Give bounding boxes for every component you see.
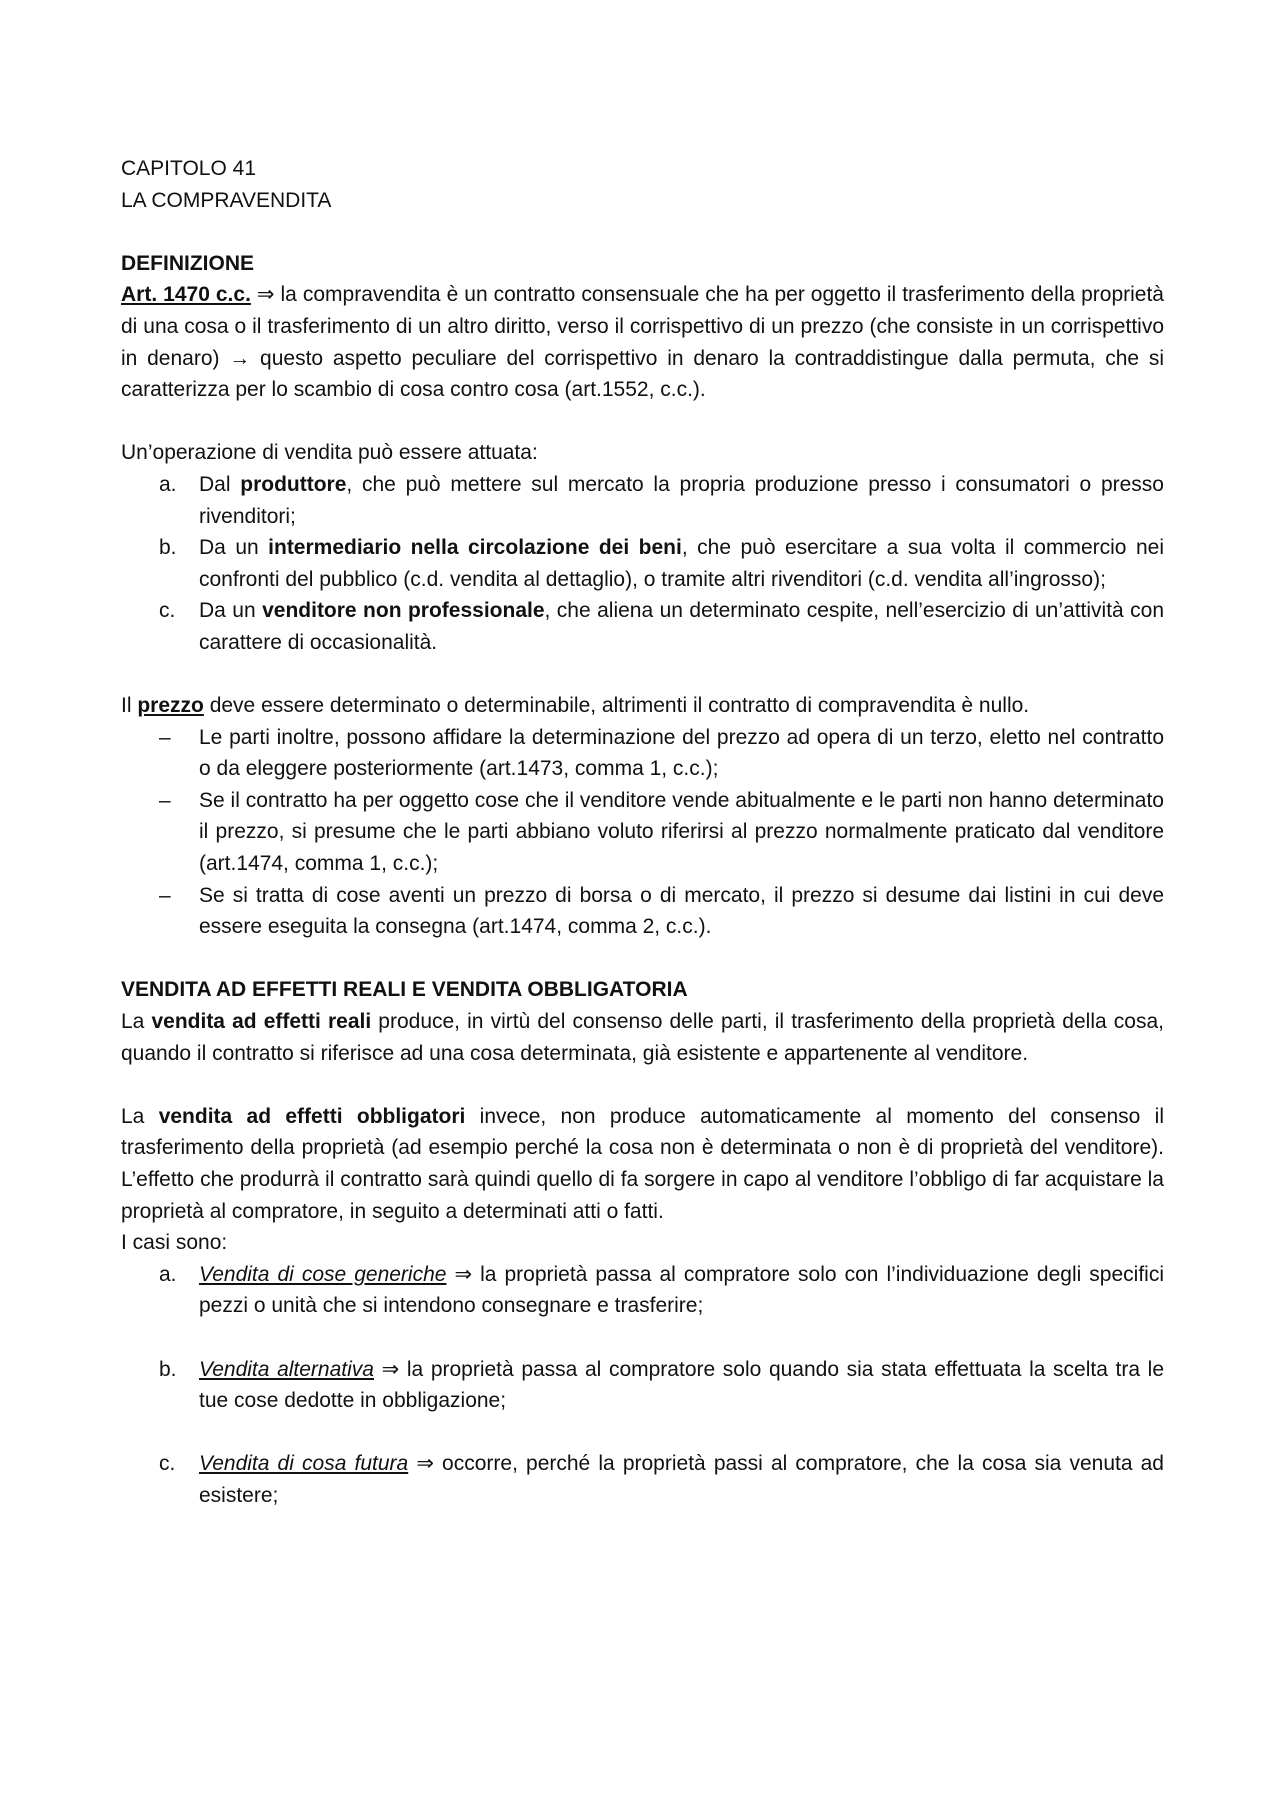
section-heading-effetti: VENDITA AD EFFETTI REALI E VENDITA OBBLIGATORIA — [121, 978, 688, 1002]
dash-bullet-icon: – — [159, 788, 171, 812]
dash-bullet-icon: – — [159, 883, 171, 907]
right-arrow-icon: → — [229, 346, 251, 370]
implies-arrow-icon: ⇒ — [381, 1357, 400, 1381]
list-item: a. Vendita di cose generiche ⇒ la proprietà passa al compratore solo con l’individuazione degli specifici pezzi o unità che si intendono consegnare e trasferire; — [159, 1262, 1164, 1318]
operazione-list — [121, 469, 1164, 659]
list-item: – Le parti inoltre, possono affidare la determinazione del prezzo ad opera di un terzo, eletto nel contratto o da eleggere posteriormente (art.1473, comma 1, c.c.); — [121, 722, 1164, 785]
casi-list — [121, 1259, 1164, 1512]
operazione-intro: Un’operazione di vendita può essere attuata: — [121, 441, 538, 465]
document-body — [121, 153, 1164, 1512]
effetti-reali-paragraph: La vendita ad effetti reali produce, in virtù del consenso delle parti, il trasferimento della proprietà della cosa, quando il contratto si riferisce ad una cosa determinata, già esistente e appartenente al venditore. — [121, 1010, 1164, 1065]
implies-arrow-icon: ⇒ — [256, 283, 275, 307]
prezzo-paragraph: Il prezzo deve essere determinato o determinabile, altrimenti il contratto di compravendita è nullo. — [121, 694, 1030, 718]
implies-arrow-icon: ⇒ — [454, 1262, 473, 1286]
list-item: b. Da un intermediario nella circolazione dei beni, che può esercitare a sua volta il commercio nei confronti del pubblico (c.d. vendita al dettaglio), o tramite altri rivenditori (c.d. vendita all’ingrosso); — [159, 536, 1164, 591]
article-reference: Art. 1470 c.c. — [121, 283, 251, 307]
implies-arrow-icon: ⇒ — [416, 1452, 434, 1476]
list-item: a. Dal produttore, che può mettere sul mercato la propria produzione presso i consumatori o presso rivenditori; — [159, 472, 1164, 528]
prezzo-list — [121, 722, 1164, 943]
section-heading-definizione: DEFINIZIONE — [121, 251, 255, 275]
dash-bullet-icon: – — [159, 725, 171, 749]
list-item: c. Da un venditore non professionale, che aliena un determinato cespite, nell’esercizio di un’attività con carattere di occasionalità. — [159, 599, 1165, 654]
definition-paragraph: Art. 1470 c.c. ⇒ la compravendita è un contratto consensuale che ha per oggetto il trasferimento della proprietà di una cosa o il trasferimento di un altro diritto, verso il corrispettivo di un prezzo (che consiste in un corrispettivo in denaro) → questo aspetto peculiare del corrispettivo in denaro la contraddistingue dalla permuta, che si caratterizza per lo scambio di cosa contro cosa (art.1552, c.c.). — [121, 283, 1164, 402]
chapter-number: CAPITOLO 41 — [121, 157, 257, 180]
list-item: c. Vendita di cosa futura ⇒ occorre, perché la proprietà passi al compratore, che la cosa sia venuta ad esistere; — [159, 1452, 1164, 1507]
chapter-title: LA COMPRAVENDITA — [121, 188, 332, 212]
casi-intro: I casi sono: — [121, 1231, 228, 1255]
list-item: – Se si tratta di cose aventi un prezzo di borsa o di mercato, il prezzo si desume dai listini in cui deve essere eseguita la consegna (art.1474, comma 2, c.c.). — [121, 880, 1164, 943]
list-item: b. Vendita alternativa ⇒ la proprietà passa al compratore solo quando sia stata effettuata la scelta tra le tue cose dedotte in obbligazione; — [159, 1357, 1165, 1413]
effetti-obbligatori-paragraph: La vendita ad effetti obbligatori invece, non produce automaticamente al momento del consenso il trasferimento della proprietà (ad esempio perché la cosa non è determinata o non è di proprietà del venditore). L’effetto che produrrà il contratto sarà quindi quello di fa sorgere in capo al venditore l’obbligo di far acquistare la proprietà al compratore, in seguito a determinati atti o fatti. — [121, 1104, 1164, 1223]
list-item: – Se il contratto ha per oggetto cose che il venditore vende abitualmente e le parti non hanno determinato il prezzo, si presume che le parti abbiano voluto riferirsi al prezzo normalmente praticato dal venditore (art.1474, comma 1, c.c.); — [121, 785, 1164, 880]
